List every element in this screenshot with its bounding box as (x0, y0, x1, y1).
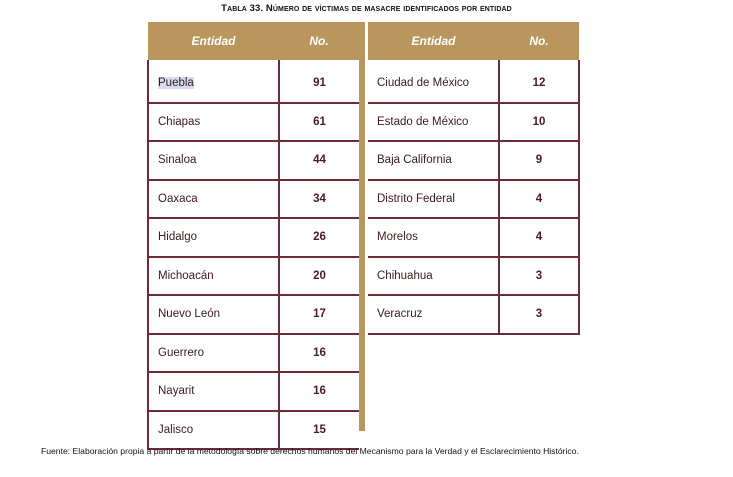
table-caption: Tabla 33. Número de víctimas de masacre identificados por entidad (221, 3, 512, 14)
victims-table-left (147, 22, 359, 450)
number-cell: 91 (279, 65, 359, 103)
table-row (148, 295, 359, 334)
column-divider (359, 22, 365, 431)
number-cell: 4 (499, 180, 579, 219)
entity-cell: Hidalgo (148, 218, 279, 257)
entity-cell: Sinaloa (148, 141, 279, 180)
number-cell: 12 (499, 65, 579, 103)
number-cell: 17 (279, 295, 359, 334)
number-cell: 16 (279, 334, 359, 373)
entity-cell: Veracruz (368, 295, 499, 334)
number-cell: 26 (279, 218, 359, 257)
table-row (368, 141, 579, 180)
table-row (148, 372, 359, 411)
table-row (148, 257, 359, 296)
entity-cell: Nayarit (148, 372, 279, 411)
entity-cell: Ciudad de México (368, 65, 499, 103)
number-cell: 44 (279, 141, 359, 180)
entity-cell: Morelos (368, 218, 499, 257)
number-cell: 20 (279, 257, 359, 296)
selected-text[interactable]: Puebla (158, 77, 194, 90)
number-cell: 15 (279, 411, 359, 450)
number-cell: 3 (499, 295, 579, 334)
number-cell: 61 (279, 103, 359, 142)
table-row (148, 180, 359, 219)
entity-cell: Guerrero (148, 334, 279, 373)
header-numero: No. (279, 22, 359, 60)
table-row (368, 218, 579, 257)
number-cell: 10 (499, 103, 579, 142)
number-cell: 3 (499, 257, 579, 296)
table-row (148, 141, 359, 180)
table-row (368, 180, 579, 219)
entity-cell: Baja California (368, 141, 499, 180)
table-row (148, 103, 359, 142)
table-row (368, 295, 579, 334)
entity-cell: Estado de México (368, 103, 499, 142)
number-cell: 4 (499, 218, 579, 257)
table-row (368, 103, 579, 142)
entity-cell: Chihuahua (368, 257, 499, 296)
header-row (148, 22, 359, 60)
number-cell: 16 (279, 372, 359, 411)
entity-cell: Chiapas (148, 103, 279, 142)
table-row (368, 65, 579, 103)
header-numero: No. (499, 22, 579, 60)
header-row (368, 22, 579, 60)
table-row (148, 334, 359, 373)
table-row (148, 218, 359, 257)
entity-cell: Nuevo León (148, 295, 279, 334)
table-row (148, 65, 359, 103)
header-entidad: Entidad (148, 22, 279, 60)
entity-cell: Oaxaca (148, 180, 279, 219)
table-row (148, 411, 359, 450)
number-cell: 9 (499, 141, 579, 180)
number-cell: 34 (279, 180, 359, 219)
header-entidad: Entidad (368, 22, 499, 60)
source-note: Fuente: Elaboración propia a partir de la metodología sobre derechos humanos del Mecanismo para la Verdad y el Esclarecimiento Histórico. (41, 446, 579, 456)
entity-cell (148, 65, 279, 103)
entity-cell: Distrito Federal (368, 180, 499, 219)
victims-table-right (368, 22, 580, 335)
entity-cell: Michoacán (148, 257, 279, 296)
table-row (368, 257, 579, 296)
entity-cell: Jalisco (148, 411, 279, 450)
